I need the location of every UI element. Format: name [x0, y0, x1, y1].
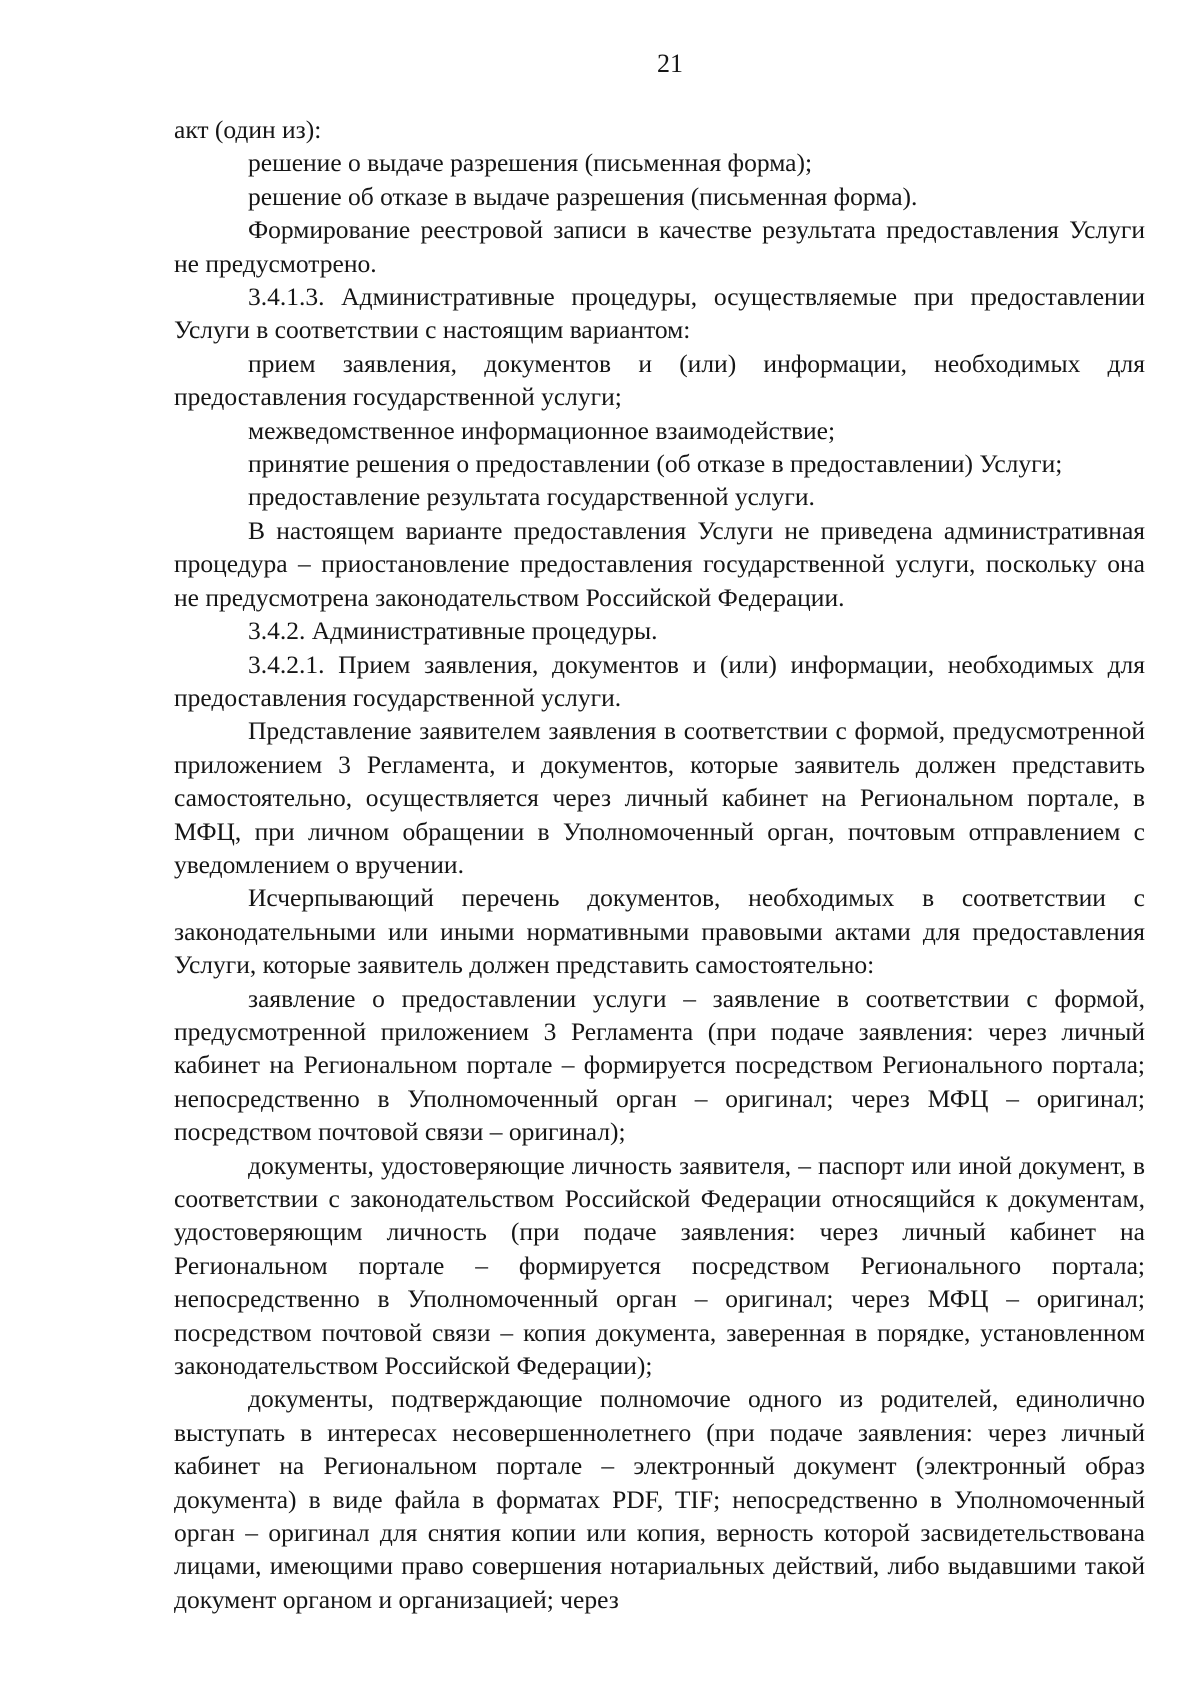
paragraph: документы, удостоверяющие личность заявителя, – паспорт или иной документ, в соответствии с законодательством Российской Федерации относящийся к документам, удостоверяющим личность (при подаче заявления: через личный кабинет на Региональном портале – формируется посредством Регионального портала; непосредственно в Уполномоченный орган – оригинал; через МФЦ – оригинал; посредством почтовой связи – копия документа, заверенная в порядке, установленном законодательством Российской Федерации);	[174, 1150, 1145, 1381]
paragraph: Представление заявителем заявления в соответствии с формой, предусмотренной приложением 3 Регламента, и документов, которые заявитель должен представить самостоятельно, осуществляется через личный кабинет на Региональном портале, в МФЦ, при личном обращении в Уполномоченный орган, почтовым отправлением с уведомлением о вручении.	[174, 716, 1145, 879]
paragraph: заявление о предоставлении услуги – заявление в соответствии с формой, предусмотренной приложением 3 Регламента (при подаче заявления: через личный кабинет на Региональном портале – формируется посредством Регионального портала; непосредственно в Уполномоченный орган – оригинал; через МФЦ – оригинал; посредством почтовой связи – оригинал);	[174, 983, 1145, 1147]
paragraph: В настоящем варианте предоставления Услуги не приведена административная процедура – приостановление предоставления государственной услуги, поскольку она не предусмотрена законодательством Российской Федерации.	[174, 515, 1145, 612]
paragraph: прием заявления, документов и (или) информации, необходимых для предоставления государственной услуги;	[174, 348, 1145, 412]
paragraph: решение об отказе в выдаче разрешения (письменная форма).	[248, 181, 918, 211]
paragraph: акт (один из):	[174, 115, 322, 144]
paragraph: межведомственное информационное взаимодействие;	[248, 415, 836, 445]
paragraph: Формирование реестровой записи в качестве результата предоставления Услуги не предусмотрено.	[174, 215, 1145, 278]
paragraph: Исчерпывающий перечень документов, необходимых в соответствии с законодательными или иными нормативными правовыми актами для предоставления Услуги, которые заявитель должен представить самостоятельно:	[174, 883, 1145, 980]
document-body	[174, 113, 1145, 1616]
paragraph: 3.4.2. Административные процедуры.	[248, 616, 658, 646]
paragraph: принятие решения о предоставлении (об отказе в предоставлении) Услуги;	[248, 449, 1063, 479]
paragraph: решение о выдаче разрешения (письменная форма);	[248, 148, 813, 178]
page-number: 21	[657, 49, 683, 78]
paragraph: документы, подтверждающие полномочие одного из родителей, единолично выступать в интересах несовершеннолетнего (при подаче заявления: через личный кабинет на Региональном портале – электронный документ (электронный образ документа) в виде файла в форматах PDF, TIF; непосредственно в Уполномоченный орган – оригинал для снятия копии или копия, верность которой засвидетельствована лицами, имеющими право совершения нотариальных действий, либо выдавшими такой документ органом и организацией; через	[174, 1384, 1145, 1614]
paragraph: предоставление результата государственной услуги.	[248, 482, 815, 512]
paragraph: 3.4.1.3. Административные процедуры, осуществляемые при предоставлении Услуги в соответствии с настоящим вариантом:	[174, 282, 1145, 345]
paragraph: 3.4.2.1. Прием заявления, документов и (или) информации, необходимых для предоставления государственной услуги.	[174, 649, 1145, 712]
